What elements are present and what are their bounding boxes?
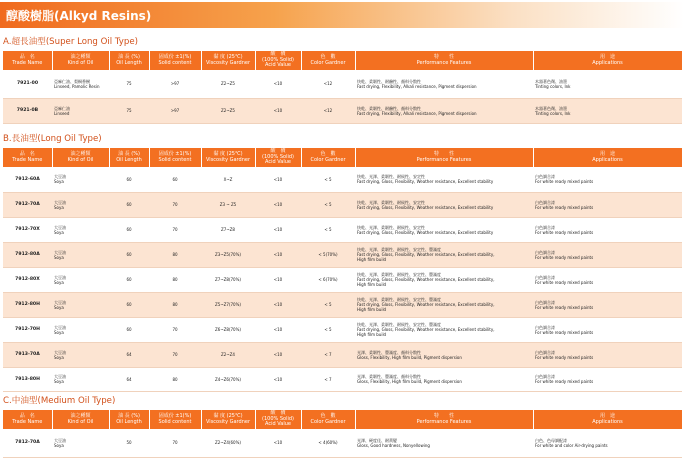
viscosity-cell: Z2~Z5 [201, 70, 255, 98]
oil-kind-cell-line: Soya [54, 204, 64, 210]
performance-cell-line: 快乾、光澤、柔韌性、耐候性、安定性、豐滿度 [357, 272, 441, 277]
oil-length-cell: 50 [109, 429, 149, 457]
oil-kind-cell-line: 大豆油 [54, 299, 66, 305]
header-label-zh: 油 長 (%) [118, 53, 140, 60]
header-label-en: Applications [592, 59, 623, 66]
table-row [3, 267, 682, 292]
header-label-zh: 特 性 [433, 150, 454, 157]
solid-content-cell: 70 [149, 317, 201, 342]
performance-cell-line: 快乾、光澤、柔韌性、耐候性、安定性、豐滿度 [357, 247, 441, 252]
header-label-zh: 黏 度 (25℃) [213, 53, 243, 60]
header-label-zh: 色 數 [320, 53, 336, 60]
viscosity-cell: Z4~Z6(70%) [201, 367, 255, 391]
header-label-en: (100% Solid) [262, 56, 294, 63]
oil-kind-cell-line: Soya [54, 304, 64, 310]
resin-table [3, 410, 683, 458]
color-cell: < 6(70%) [301, 267, 355, 292]
applications-cell-line: For white ready mixed paints [535, 229, 594, 235]
oil-kind-cell [52, 317, 109, 342]
acid-value-cell: <10 [255, 429, 301, 457]
applications-cell [533, 367, 682, 391]
applications-cell [533, 292, 682, 317]
banner [0, 2, 684, 28]
oil-kind-cell-line: Soya [54, 179, 64, 185]
performance-cell [355, 167, 533, 192]
header-kind-of-oil [52, 148, 109, 167]
solid-content-cell: 70 [149, 342, 201, 367]
oil-kind-cell [52, 70, 109, 98]
oil-kind-cell-line: Soya [54, 229, 64, 235]
performance-cell-line: High film build [357, 282, 387, 287]
section-title: A.超長油型(Super Long Oil Type) [3, 37, 138, 47]
oil-length-cell: 60 [109, 167, 149, 192]
header-applications [533, 51, 682, 70]
header-oil-length [109, 148, 149, 167]
performance-cell-line: High film build [357, 307, 387, 312]
header-viscosity [201, 148, 255, 167]
header-label-zh: 油之種類 [70, 150, 91, 157]
viscosity-cell: Z7~Z8(70%) [201, 267, 255, 292]
acid-value-cell: <10 [255, 242, 301, 267]
header-performance [355, 51, 533, 70]
applications-cell-line: 白色、色母調配漆 [535, 437, 567, 443]
color-cell: < 5 [301, 192, 355, 217]
header-label-en: Trade Name [12, 59, 43, 66]
header-color [301, 51, 355, 70]
performance-cell-line: 快乾、光澤、柔韌性、耐候性、安定性、豐滿度 [357, 297, 441, 302]
oil-kind-cell [52, 217, 109, 242]
performance-cell-line: High film build [357, 332, 387, 337]
header-label-en: Applications [592, 156, 623, 163]
header-label-zh: 固成份 ±1(%) [158, 53, 192, 60]
performance-cell-line: 光澤、柔韌性、豐滿度、顏料分散性 [357, 349, 421, 355]
oil-length-cell: 60 [109, 267, 149, 292]
applications-cell-line: For white ready mixed paints [535, 204, 594, 210]
applications-cell-line: Tinting colors, Ink [535, 83, 571, 89]
header-label-zh: 品 名 [19, 53, 35, 60]
solid-content-cell: >97 [149, 98, 201, 123]
viscosity-cell: Z6~Z8(70%) [201, 317, 255, 342]
performance-cell [355, 367, 533, 391]
trade-name-cell: 7912-70X [3, 217, 52, 242]
applications-cell-line: 白色調合漆 [535, 374, 555, 379]
solid-content-cell: 70 [149, 192, 201, 217]
acid-value-cell: <10 [255, 70, 301, 98]
header-kind-of-oil [52, 51, 109, 70]
header-label-en: Color Gardner [310, 59, 346, 66]
oil-kind-cell-line: 亞麻仁油 [54, 105, 70, 111]
color-cell: < 4(60%) [301, 429, 355, 457]
resin-table [3, 51, 683, 124]
viscosity-cell: Z2~Z5 [201, 98, 255, 123]
header-row [3, 148, 682, 167]
applications-cell-line: For white ready mixed paints [535, 354, 594, 360]
trade-name-cell: 7912-80H [3, 292, 52, 317]
header-label-en: Applications [592, 418, 623, 425]
performance-cell-line: Gloss, Flexibility, High film build, Pigment dispersion [357, 354, 462, 360]
oil-kind-cell-line: Soya [54, 279, 64, 285]
acid-value-cell: <10 [255, 292, 301, 317]
acid-value-cell: <10 [255, 267, 301, 292]
header-label-zh: 用 途 [599, 412, 615, 419]
color-cell: <12 [301, 98, 355, 123]
table-row [3, 292, 682, 317]
oil-kind-cell [52, 98, 109, 123]
header-label-zh: 品 名 [19, 412, 35, 419]
resin-table [3, 148, 683, 392]
applications-cell-line: 白色調合漆 [535, 249, 555, 255]
acid-value-cell: <10 [255, 317, 301, 342]
oil-kind-cell-line: 大豆油 [54, 324, 66, 330]
applications-cell-line: 木器著色劑、油墨 [535, 105, 567, 111]
header-label-en: Viscosity Gardner [206, 418, 250, 425]
viscosity-cell: Z2~Z4 [201, 342, 255, 367]
oil-kind-cell [52, 342, 109, 367]
applications-cell-line: For white ready mixed paints [535, 329, 594, 335]
trade-name-cell: 7812-70A [3, 429, 52, 457]
performance-cell-line: Gloss, Flexibility, High film build, Pigment dispersion [357, 379, 462, 384]
performance-cell-line: 光澤、硬度佳、耐黃變 [357, 437, 397, 443]
oil-length-cell: 75 [109, 70, 149, 98]
performance-cell-line: Fast drying, Gloss, Flexibility, Weather resistance, Excellent stability [357, 204, 494, 210]
applications-cell-line: 白色調合漆 [535, 199, 555, 205]
header-label-en: Viscosity Gardner [206, 59, 250, 66]
header-applications [533, 410, 682, 429]
performance-cell-line: 快乾、光澤、柔韌性、耐候性、安定性、豐滿度 [357, 322, 441, 327]
header-label-zh: 固成份 ±1(%) [158, 150, 192, 157]
table-row [3, 242, 682, 267]
color-cell: < 5 [301, 317, 355, 342]
header-label-zh: 特 性 [433, 412, 454, 419]
solid-content-cell: 80 [149, 242, 201, 267]
header-label-en: Kind of Oil [67, 418, 94, 425]
oil-kind-cell-line: Soya [54, 379, 64, 384]
oil-kind-cell [52, 167, 109, 192]
oil-kind-cell [52, 267, 109, 292]
color-cell: < 7 [301, 342, 355, 367]
color-cell: < 7 [301, 367, 355, 391]
header-oil-length [109, 51, 149, 70]
header-label-en: Viscosity Gardner [206, 156, 250, 163]
header-color [301, 410, 355, 429]
header-oil-length [109, 410, 149, 429]
oil-kind-cell-line: Linseed [54, 110, 70, 116]
acid-value-cell: <10 [255, 167, 301, 192]
oil-length-cell: 60 [109, 242, 149, 267]
acid-value-cell: <10 [255, 367, 301, 391]
performance-cell [355, 192, 533, 217]
applications-cell [533, 70, 682, 98]
header-label-zh: 酸 價 [270, 51, 286, 58]
solid-content-cell: 70 [149, 429, 201, 457]
oil-length-cell: 60 [109, 192, 149, 217]
table-row [3, 98, 682, 123]
performance-cell-line: Fast drying, Gloss, Flexibility, Weather resistance, Excellent stability, [357, 277, 495, 282]
oil-kind-cell-line: Soya [54, 354, 64, 360]
trade-name-cell: 7913-80H [3, 367, 52, 391]
trade-name-cell: 7912-70A [3, 192, 52, 217]
table-row [3, 167, 682, 192]
performance-cell-line: Fast drying, Gloss, Flexibility, Weather resistance, Excellent stability, [357, 252, 495, 257]
header-performance [355, 410, 533, 429]
color-cell: < 5 [301, 217, 355, 242]
performance-cell-line: Fast drying, Flexibility, Alkali resistance, Pigment dispersion [357, 83, 477, 89]
oil-length-cell: 64 [109, 367, 149, 391]
performance-cell [355, 242, 533, 267]
header-solid-content [149, 51, 201, 70]
acid-value-cell: <10 [255, 98, 301, 123]
performance-cell-line: 光澤、柔韌性、豐滿度、顏料分散性 [357, 374, 421, 379]
header-label-zh: 油之種類 [70, 53, 91, 60]
header-trade-name [3, 51, 52, 70]
oil-kind-cell-line: 大豆油 [54, 249, 66, 255]
oil-length-cell: 60 [109, 292, 149, 317]
color-cell: <12 [301, 70, 355, 98]
applications-cell-line: Tinting colors, Ink [535, 110, 571, 116]
performance-cell [355, 98, 533, 123]
header-label-en: Oil Length [116, 59, 142, 66]
header-label-en: Acid Value [265, 62, 291, 69]
table-row [3, 342, 682, 367]
color-cell: < 5(70%) [301, 242, 355, 267]
solid-content-cell: 80 [149, 292, 201, 317]
header-label-zh: 品 名 [19, 150, 35, 157]
applications-cell-line: For white ready mixed paints [535, 179, 594, 185]
header-label-zh: 酸 價 [270, 410, 286, 417]
oil-kind-cell [52, 192, 109, 217]
performance-cell [355, 342, 533, 367]
applications-cell-line: 木器著色劑、油墨 [535, 78, 567, 84]
performance-cell-line: Fast drying, Gloss, Flexibility, Weather resistance, Excellent stability, [357, 327, 495, 332]
header-label-en: Acid Value [265, 159, 291, 166]
header-label-zh: 色 數 [320, 150, 336, 157]
applications-cell-line: For white ready mixed paints [535, 254, 594, 260]
header-label-en: (100% Solid) [262, 153, 294, 160]
performance-cell-line: 快乾、光澤、柔韌性、耐候性、安定性 [357, 224, 425, 230]
header-label-en: Performance Features [416, 418, 472, 425]
oil-kind-cell-line: 大豆油 [54, 374, 66, 379]
applications-cell [533, 98, 682, 123]
header-label-zh: 用 途 [599, 150, 615, 157]
header-label-en: (100% Solid) [262, 415, 294, 422]
header-label-en: Performance Features [416, 156, 472, 163]
applications-cell [533, 217, 682, 242]
header-acid-value [255, 148, 301, 167]
header-acid-value [255, 410, 301, 429]
acid-value-cell: <10 [255, 192, 301, 217]
viscosity-cell: Z5~Z7(70%) [201, 292, 255, 317]
performance-cell-line: 快乾、柔韌性、耐鹼性、顏料分散性 [357, 78, 421, 84]
header-applications [533, 148, 682, 167]
header-viscosity [201, 410, 255, 429]
applications-cell-line: 白色調合漆 [535, 349, 555, 355]
header-kind-of-oil [52, 410, 109, 429]
header-label-en: Solid content [158, 418, 192, 425]
banner-title: 醇酸樹脂(Alkyd Resins) [6, 9, 152, 23]
applications-cell [533, 429, 682, 457]
header-label-en: Color Gardner [310, 418, 346, 425]
color-cell: < 5 [301, 167, 355, 192]
oil-kind-cell-line: 大豆油 [54, 437, 66, 443]
oil-length-cell: 60 [109, 217, 149, 242]
applications-cell [533, 342, 682, 367]
header-label-zh: 油 長 (%) [118, 412, 140, 419]
header-label-en: Oil Length [116, 418, 142, 425]
oil-kind-cell-line: Soya [54, 329, 64, 335]
header-acid-value [255, 51, 301, 70]
header-label-zh: 油 長 (%) [118, 150, 140, 157]
oil-kind-cell-line: 大豆油 [54, 174, 66, 180]
performance-cell-line: 快乾、柔韌性、耐鹼性、顏料分散性 [357, 105, 421, 111]
applications-cell-line: 白色調合漆 [535, 299, 555, 305]
header-trade-name [3, 410, 52, 429]
performance-cell-line: 快乾、光澤、柔韌性、耐候性、安定性 [357, 199, 425, 205]
trade-name-cell: 7912-60A [3, 167, 52, 192]
performance-cell [355, 292, 533, 317]
performance-cell [355, 317, 533, 342]
oil-length-cell: 75 [109, 98, 149, 123]
header-solid-content [149, 148, 201, 167]
header-label-en: Acid Value [265, 421, 291, 428]
section-title: B.長油型(Long Oil Type) [3, 134, 102, 144]
header-label-zh: 特 性 [433, 53, 454, 60]
header-label-zh: 黏 度 (25℃) [213, 150, 243, 157]
header-color [301, 148, 355, 167]
oil-kind-cell [52, 242, 109, 267]
solid-content-cell: 70 [149, 217, 201, 242]
applications-cell [533, 167, 682, 192]
header-label-en: Trade Name [12, 418, 43, 425]
header-label-zh: 用 途 [599, 53, 615, 60]
solid-content-cell: 80 [149, 267, 201, 292]
solid-content-cell: 80 [149, 367, 201, 391]
color-cell: < 5 [301, 292, 355, 317]
performance-cell-line: Fast drying, Flexibility, Alkali resistance, Pigment dispersion [357, 110, 477, 116]
trade-name-cell: 7913-70A [3, 342, 52, 367]
header-label-zh: 油之種類 [70, 412, 91, 419]
applications-cell-line: For white ready mixed paints [535, 379, 594, 384]
viscosity-cell: X~Z [201, 167, 255, 192]
header-label-en: Oil Length [116, 156, 142, 163]
header-trade-name [3, 148, 52, 167]
table-row [3, 70, 682, 98]
oil-kind-cell-line: 大豆油 [54, 349, 66, 355]
solid-content-cell: >97 [149, 70, 201, 98]
oil-kind-cell-line: Soya [54, 442, 64, 448]
acid-value-cell: <10 [255, 217, 301, 242]
applications-cell-line: 白色調合漆 [535, 324, 555, 330]
applications-cell-line: For white and color Air-drying paints [535, 442, 608, 448]
table-row [3, 429, 682, 457]
oil-kind-cell [52, 292, 109, 317]
header-row [3, 410, 682, 429]
oil-length-cell: 64 [109, 342, 149, 367]
applications-cell-line: For white ready mixed paints [535, 279, 594, 285]
header-label-en: Color Gardner [310, 156, 346, 163]
trade-name-cell: 7912-80X [3, 267, 52, 292]
performance-cell [355, 267, 533, 292]
viscosity-cell: Z7~Z8 [201, 217, 255, 242]
table-row [3, 367, 682, 391]
oil-kind-cell-line: 大豆油 [54, 274, 66, 280]
trade-name-cell: 7912-70H [3, 317, 52, 342]
table-row [3, 317, 682, 342]
header-label-zh: 酸 價 [270, 148, 286, 155]
performance-cell-line: Fast drying, Gloss, Flexibility, Weather resistance, Excellent stability [357, 229, 494, 235]
oil-kind-cell [52, 429, 109, 457]
header-label-en: Performance Features [416, 59, 472, 66]
solid-content-cell: 60 [149, 167, 201, 192]
header-solid-content [149, 410, 201, 429]
header-label-en: Kind of Oil [67, 156, 94, 163]
performance-cell-line: 快乾、光澤、柔韌性、耐候性、安定性 [357, 174, 425, 180]
viscosity-cell: Z3~Z5(70%) [201, 242, 255, 267]
oil-kind-cell-line: 大豆油 [54, 224, 66, 230]
viscosity-cell: Z3 ~ Z5 [201, 192, 255, 217]
header-label-en: Solid content [158, 59, 192, 66]
applications-cell [533, 242, 682, 267]
trade-name-cell: 7912-80A [3, 242, 52, 267]
performance-cell-line: Fast drying, Gloss, Flexibility, Weather resistance, Excellent stability, [357, 302, 495, 307]
applications-cell-line: 白色調合漆 [535, 174, 555, 180]
oil-kind-cell-line: 大豆油 [54, 199, 66, 205]
applications-cell [533, 192, 682, 217]
applications-cell [533, 317, 682, 342]
header-viscosity [201, 51, 255, 70]
header-label-en: Trade Name [12, 156, 43, 163]
trade-name-cell: 7921-00 [3, 70, 52, 98]
header-label-en: Kind of Oil [67, 59, 94, 66]
performance-cell [355, 70, 533, 98]
table-row [3, 192, 682, 217]
performance-cell-line: Gloss, Good hardness, Nonyellowing [357, 442, 430, 448]
oil-kind-cell-line: Linseed, Pamolic Resin [54, 83, 100, 89]
header-label-zh: 固成份 ±1(%) [158, 412, 192, 419]
applications-cell-line: For white ready mixed paints [535, 304, 594, 310]
performance-cell-line: Fast drying, Gloss, Flexibility, Weather resistance, Excellent stability [357, 179, 494, 185]
header-label-en: Solid content [158, 156, 192, 163]
acid-value-cell: <10 [255, 342, 301, 367]
oil-kind-cell-line: 亞麻仁油、梨桐香樹 [54, 78, 90, 84]
table-row [3, 217, 682, 242]
performance-cell [355, 429, 533, 457]
header-row [3, 51, 682, 70]
performance-cell-line: High film build [357, 257, 387, 262]
performance-cell [355, 217, 533, 242]
header-performance [355, 148, 533, 167]
section-title: C.中油型(Medium Oil Type) [3, 396, 116, 406]
oil-length-cell: 60 [109, 317, 149, 342]
applications-cell-line: 白色調合漆 [535, 274, 555, 280]
applications-cell [533, 267, 682, 292]
header-label-zh: 黏 度 (25℃) [213, 412, 243, 419]
viscosity-cell: Z2~Z4(60%) [201, 429, 255, 457]
oil-kind-cell-line: Soya [54, 254, 64, 260]
oil-kind-cell [52, 367, 109, 391]
header-label-zh: 色 數 [320, 412, 336, 419]
trade-name-cell: 7921-0B [3, 98, 52, 123]
applications-cell-line: 白色調合漆 [535, 224, 555, 230]
